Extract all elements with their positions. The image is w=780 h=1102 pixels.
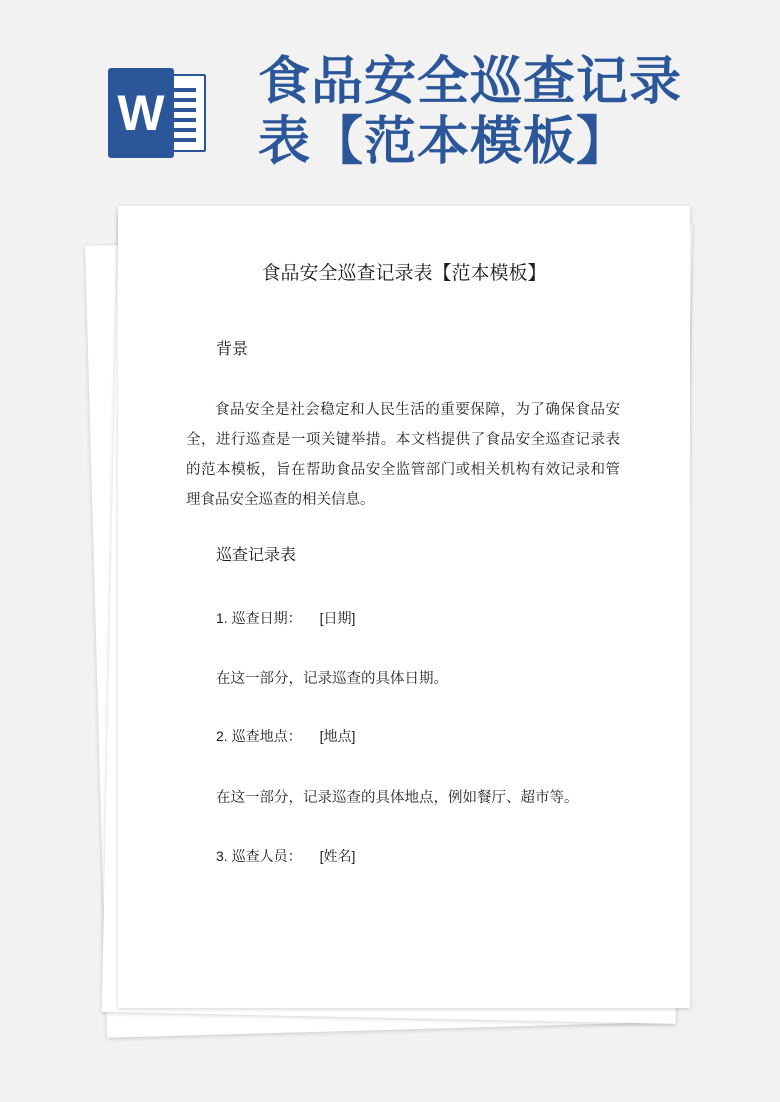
field-inspection-location: [216, 726, 355, 746]
field-label: 1. 巡查日期：: [216, 610, 302, 626]
page-title: 食品安全巡查记录表【范本模板】: [258, 52, 683, 172]
field-inspector: [216, 846, 355, 866]
word-icon-letter: W: [108, 68, 174, 158]
field-description: 在这一部分，记录巡查的具体地点，例如餐厅、超市等。: [216, 790, 579, 806]
field-value: [姓名]: [319, 848, 356, 864]
background-paragraph: 食品安全是社会稳定和人民生活的重要保障，为了确保食品安全，进行巡查是一项关键举措。本文档提供了食品安全巡查记录表的范本模板，旨在帮助食品安全监管部门或相关机构有效记录和管理食品安全巡查的相关信息。: [186, 402, 620, 508]
field-label: 3. 巡查人员：: [216, 848, 302, 864]
record-table-heading: 巡查记录表: [216, 545, 297, 564]
document-title: 食品安全巡查记录表【范本模板】: [261, 262, 547, 284]
field-description: 在这一部分，记录巡查的具体日期。: [216, 671, 448, 687]
field-value: [地点]: [319, 728, 356, 744]
field-label: 2. 巡查地点：: [216, 728, 302, 744]
word-icon: [108, 68, 208, 158]
field-value: [日期]: [319, 610, 356, 626]
document-page: [118, 206, 690, 1008]
field-inspection-date: [216, 608, 355, 628]
background-heading: 背景: [216, 339, 249, 358]
